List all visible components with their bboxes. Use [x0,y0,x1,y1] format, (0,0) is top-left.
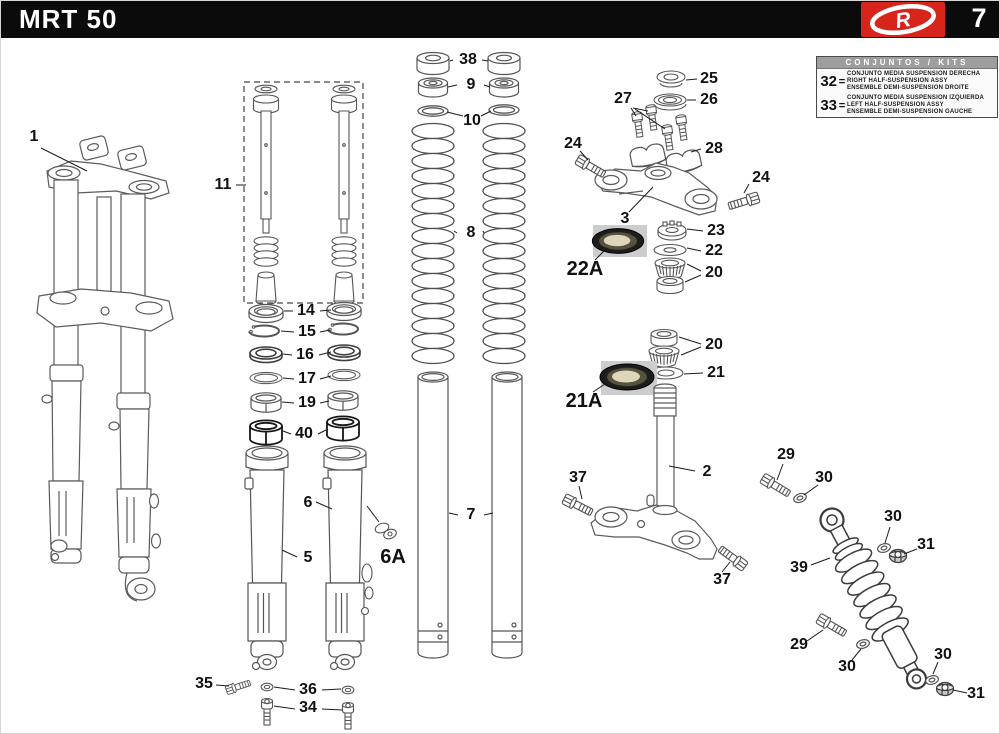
part-2-bottom-triple-clamp [591,384,717,559]
part-8-springs [412,124,525,364]
callout-29-bottom: 29 [790,636,808,653]
kit-line-fr: ENSEMBLE DEMI-SUSPENSION GAUCHE [847,109,973,115]
callout-15: 15 [298,323,316,340]
callout-39: 39 [790,559,808,576]
callout-35: 35 [195,675,213,692]
callout-10: 10 [463,112,481,129]
parts-23-22-22a-20-upper-bearings [592,221,686,294]
kit-row-33 [817,93,997,117]
callout-30-d: 30 [934,646,952,663]
kit-line-en: RIGHT HALF-SUSPENSION ASSY [847,78,948,84]
callout-37-right: 37 [713,571,731,588]
callout-17: 17 [298,370,316,387]
kit-line-en: LEFT HALF-SUSPENSION ASSY [847,102,944,108]
callout-21a: 21A [565,390,603,412]
callout-3: 3 [620,210,630,227]
callout-11: 11 [214,176,232,193]
callout-20-top: 20 [705,264,723,281]
callout-30-c: 30 [838,658,856,675]
part-39-shock-absorber [809,500,939,696]
callout-38: 38 [459,51,477,68]
kits-legend-box [816,56,998,118]
callout-7: 7 [466,506,476,523]
callout-23: 23 [707,222,725,239]
kit-number: 33 [820,97,837,114]
equals-sign: = [838,99,846,112]
part-6a-clamp [374,521,398,540]
callout-40: 40 [295,425,313,442]
callout-8: 8 [466,224,476,241]
kits-legend-title: CONJUNTOS / KITS [817,57,997,69]
callout-6a: 6A [380,546,406,568]
kit-line-es: CONJUNTO MEDIA SUSPENSION DERECHA [847,71,981,77]
callout-30-b: 30 [884,508,902,525]
callout-22a: 22A [566,258,604,280]
callout-31-a: 31 [917,536,935,553]
part-6-outer-leg-right [323,446,373,670]
equals-sign: = [838,75,846,88]
callout-29-top: 29 [777,446,795,463]
callout-26: 26 [700,91,718,108]
page-title: MRT 50 [19,4,118,34]
kit-line-es: CONJUNTO MEDIA SUSPENSION IZQUIERDA [847,95,985,101]
callout-24-left: 24 [564,135,582,152]
callout-36: 36 [299,681,317,698]
callout-1: 1 [29,128,39,145]
callout-22: 22 [705,242,723,259]
callout-16: 16 [296,346,314,363]
callout-9: 9 [466,76,476,93]
parts-34-35-36-fasteners [225,678,354,729]
page-number: 7 [971,3,987,33]
logo-letter: R [893,7,913,34]
kit-line-fr: ENSEMBLE DEMI-SUSPENSION DROITE [847,85,969,91]
part-1-fork-assembly [37,135,173,601]
callout-19: 19 [298,394,316,411]
callout-34: 34 [299,699,317,716]
kit-row-32 [817,69,997,93]
callout-30-a: 30 [815,469,833,486]
part-11-damper-rod-kit [244,82,363,305]
callout-20-mid: 20 [705,336,723,353]
parts-25-26-steering-nuts [654,71,686,110]
callout-37-left: 37 [569,469,587,486]
callout-27: 27 [614,90,632,107]
callout-2: 2 [702,463,712,480]
callout-24-right: 24 [752,169,770,186]
callout-31-b: 31 [967,685,985,702]
part-27-bolts [631,104,688,150]
part-5-outer-leg-left [245,446,288,670]
callout-21: 21 [707,364,725,381]
kit-number: 32 [820,73,837,90]
callout-6: 6 [303,494,313,511]
callout-25: 25 [700,70,718,87]
callout-5: 5 [303,549,313,566]
callout-28: 28 [705,140,723,157]
part-3-top-triple-clamp [595,163,717,215]
callout-14: 14 [297,302,315,319]
